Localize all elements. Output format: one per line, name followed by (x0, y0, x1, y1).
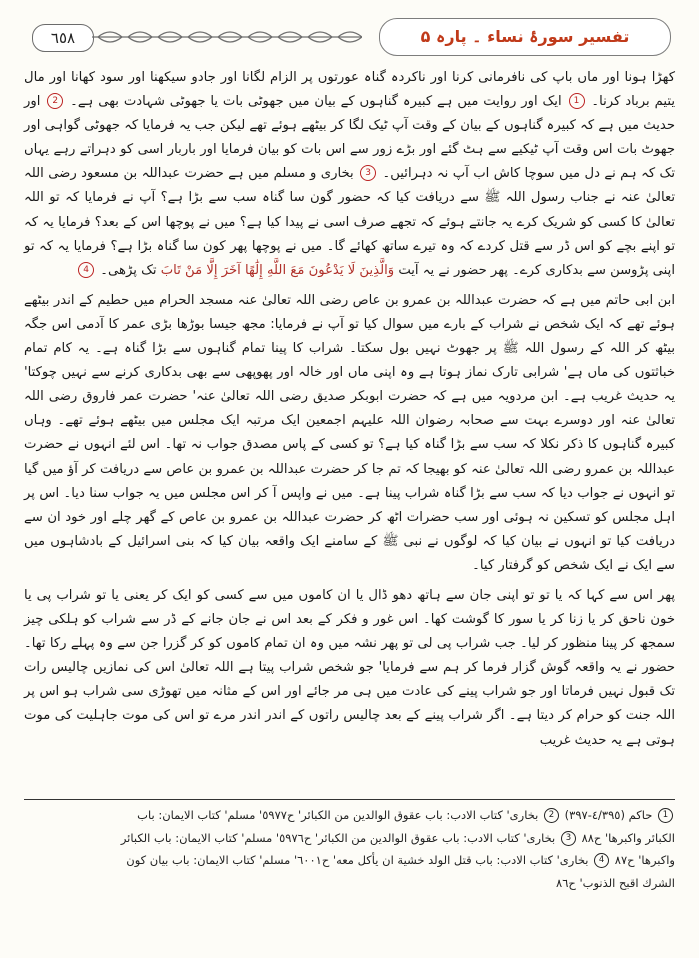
text-run: الکبائر واکبرھا' ح٨٨ (577, 830, 675, 845)
footnote-line (24, 827, 675, 850)
paragraph-3: پھر اس سے کہا کہ یا تو تو اپنی جان سے ہاتھ دھو ڈال یا ان کاموں میں سے کسی کو ایک کر یعنی یا تو شراب پی یا خون ناحق کر یا زنا کر یا سور کا گوشت کھا۔ اس غور و فکر کے بعد اس نے جان جانے کے ڈر سے شراب کو ہلکی چیز سمجھ کر پینا منظور کر لیا۔ جب شراب پی لی تو پھر نشہ میں وہ ان تمام کاموں کو کر گزرا جن سے وہ پہلے رکا تھا۔ حضور نے یہ واقعہ گوش گزار فرما کر ہم سے فرمایا' جو شخص شراب پیتا ہے اللہ تعالیٰ اس کی نمازیں چالیس رات تک قبول نہیں فرماتا اور جو شراب پینے کی عادت میں ہی مر جائے اور اس کے مثانہ میں تھوڑی سی شراب ہو اس پر اللہ جنت کو حرام کر دیتا ہے۔ اگر شراب پینے کے بعد چالیس راتوں کے اندر اندر مرے تو اس کی موت جاہلیت کی موت ہوتی ہے یہ حدیث غریب (24, 587, 675, 748)
footnote-divider (24, 799, 675, 800)
footnote-line (24, 872, 675, 895)
text-run: کھڑا ہونا اور ماں باپ کی نافرمانی کرنا اور ناکردہ گناہ عورتوں پر الزام لگانا اور جادو سیکھنا اور سود کھانا اور مال یتیم برباد کرنا۔ (24, 70, 676, 110)
footnote-marker: 2 (47, 93, 63, 109)
page-number: ٦٥٨ (32, 24, 94, 52)
header-ornament (92, 26, 362, 48)
footnote-line (24, 804, 675, 827)
footnote-marker: 3 (561, 831, 576, 846)
text-run: بخاری و مسلم میں ہے حضرت عبداللہ بن مسعود رضی اللہ تعالیٰ عنہ نے جناب رسول اللہ ﷺ سے دریافت کیا کہ حضور گون سا گناہ سب سے بڑا ہے؟ آپ نے فرمایا کہ تو اللہ تعالیٰ کا کسی کو شریک کرے یہ جانتے ہوئے کہ تجھے صرف اسی نے پیدا کیا ہے؟ میں نے پوچھا اس کے بعد؟ فرمایا یہ کہ تو اپنے بچے کو اس ڈر سے قتل کردے کہ وہ تیرے ساتھ کھائے گا۔ میں نے پوچھا پھر کون سا گناہ بڑا ہے؟ فرمایا یہ کہ تو اپنی پڑوسن سے بدکاری کرے۔ پھر حضور نے یہ آیت (24, 166, 675, 278)
footnote-marker: 2 (544, 808, 559, 823)
text-run: واکبرھا' ح٨٧ (611, 853, 675, 867)
footnote-marker: 4 (78, 262, 94, 278)
page-header (10, 10, 689, 60)
footnote-marker: 4 (594, 853, 609, 868)
text-run: الشرك اقبح الذنوب' ح٨٦ (556, 875, 675, 890)
text-run: حاکم (٤/٣٩٥-٣٩٧) (561, 808, 656, 822)
body-text (24, 66, 675, 753)
text-run: تک پڑھی۔ (96, 262, 161, 278)
quran-verse: وَالَّذِينَ لَا يَدْعُونَ مَعَ اللَّهِ إِلَٰهًا آخَرَ إِلَّا مَنْ تَابَ (160, 262, 395, 278)
paragraph-1 (24, 66, 675, 283)
text-run: بخاری' کتاب الادب: باب عقوق الوالدین من الکبائر' ح٥٩٧٧' مسلم' کتاب الایمان: باب (137, 808, 543, 822)
page-title-box (379, 18, 671, 56)
footnotes (24, 804, 675, 894)
footnote-marker: 1 (569, 93, 585, 109)
text-run: اور حدیث میں ہے کہ کبیرہ گناہوں کے بیان کے وقت آپ ٹیک لگا کر بیٹھے ہوئے تھے لیکن جب یہ فرمایا کہ جھوٹی گواہی اور جھوٹ بات اس وقت آپ ٹیکیے سے ہٹ گئے اور بڑے زور سے اس بات کو بیان فرمایا اور باربار اسی کو دہراتے رہے یہاں تک کہ ہم نے دل میں سوچا کاش اب آپ نہ دہرائیں۔ (24, 94, 676, 182)
footnote-marker: 1 (658, 808, 673, 823)
paragraph-2: ابن ابی حاتم میں ہے کہ حضرت عبداللہ بن عمرو بن عاص رضی اللہ تعالیٰ عنہ مسجد الحرام میں حطیم کے اندر بیٹھے ہوئے تھے کہ ایک شخص نے شراب کے بارے میں سوال کیا تو آپ نے فرمایا: مجھ جیسا بوڑھا بڑی عمر کا آدمی اس جگہ بیٹھ کر اللہ کے رسول اللہ ﷺ پر جھوٹ نہیں بول سکتا۔ شراب کا پینا تمام گناہوں سے بڑا گناہ ہے۔ یہ کام تمام خباثتوں کی ماں ہے' شرابی تارک نماز ہوتا ہے وہ اپنی ماں اور خالہ اور پھوپھی سے بھی بدکاری کرنے سے نہیں چوکتا' یہ حدیث غریب ہے۔ ابن مردویہ میں ہے کہ حضرت ابوبکر صدیق رضی اللہ تعالیٰ عنہ' حضرت عمر فاروق رضی اللہ تعالیٰ عنہ اور دوسرے بہت سے صحابہ رضوان اللہ علیہم اجمعین ایک مرتبہ ایک مجلس میں بیٹھے ہوئے تھے۔ وہاں کبیرہ گناہوں کا ذکر نکلا کہ سب سے بڑا گناہ کیا ہے؟ تو کسی کے پاس مصدق جواب نہ تھا۔ اس لئے انہوں نے حضرت عبداللہ بن عمرو رضی اللہ تعالیٰ عنہ کو بھیجا کہ تم جا کر حضرت عبداللہ بن عمرو بن عاص سے دریافت کر آؤ میں گیا تو انہوں نے جواب دیا کہ سب سے بڑا گناہ شراب پینا ہے۔ میں نے واپس آ کر اس مجلس میں یہ جواب سنا دیا۔ اس پر اہل مجلس کو تسکین نہ ہوئی اور سب حضرات اٹھ کر حضرت عبداللہ بن عمرو بن عاص کے گھر چلے اور خود ان سے دریافت کیا تو انہوں نے بیان کیا کہ لوگوں نے نبی ﷺ کے سامنے ایک واقعہ بیان کیا کہ بنی اسرائیل کے بادشاہوں میں سے ایک نے ایک شخص کو گرفتار کیا۔ (24, 292, 675, 573)
footnote-line (24, 849, 675, 872)
text-run: بخاری' کتاب الادب: باب عقوق الوالدین من الکبائر' ح٥٩٧٦' مسلم' کتاب الایمان: باب الکبائر (120, 830, 559, 845)
text-run: ایک اور روایت میں ہے کبیرہ گناہوں کے بیان میں جھوٹی بات یا جھوٹی شہادت بھی ہے۔ (65, 94, 567, 110)
text-run: بخاری' کتاب الادب: باب قتل الولد خشیة ان یأکل معه' ح٦٠٠١' مسلم' کتاب الایمان: باب بیان کون (126, 853, 593, 867)
footnote-marker: 3 (360, 165, 376, 181)
page-title: تفسیر سورۂ نساء ۔ پارہ ۵ (420, 27, 630, 46)
